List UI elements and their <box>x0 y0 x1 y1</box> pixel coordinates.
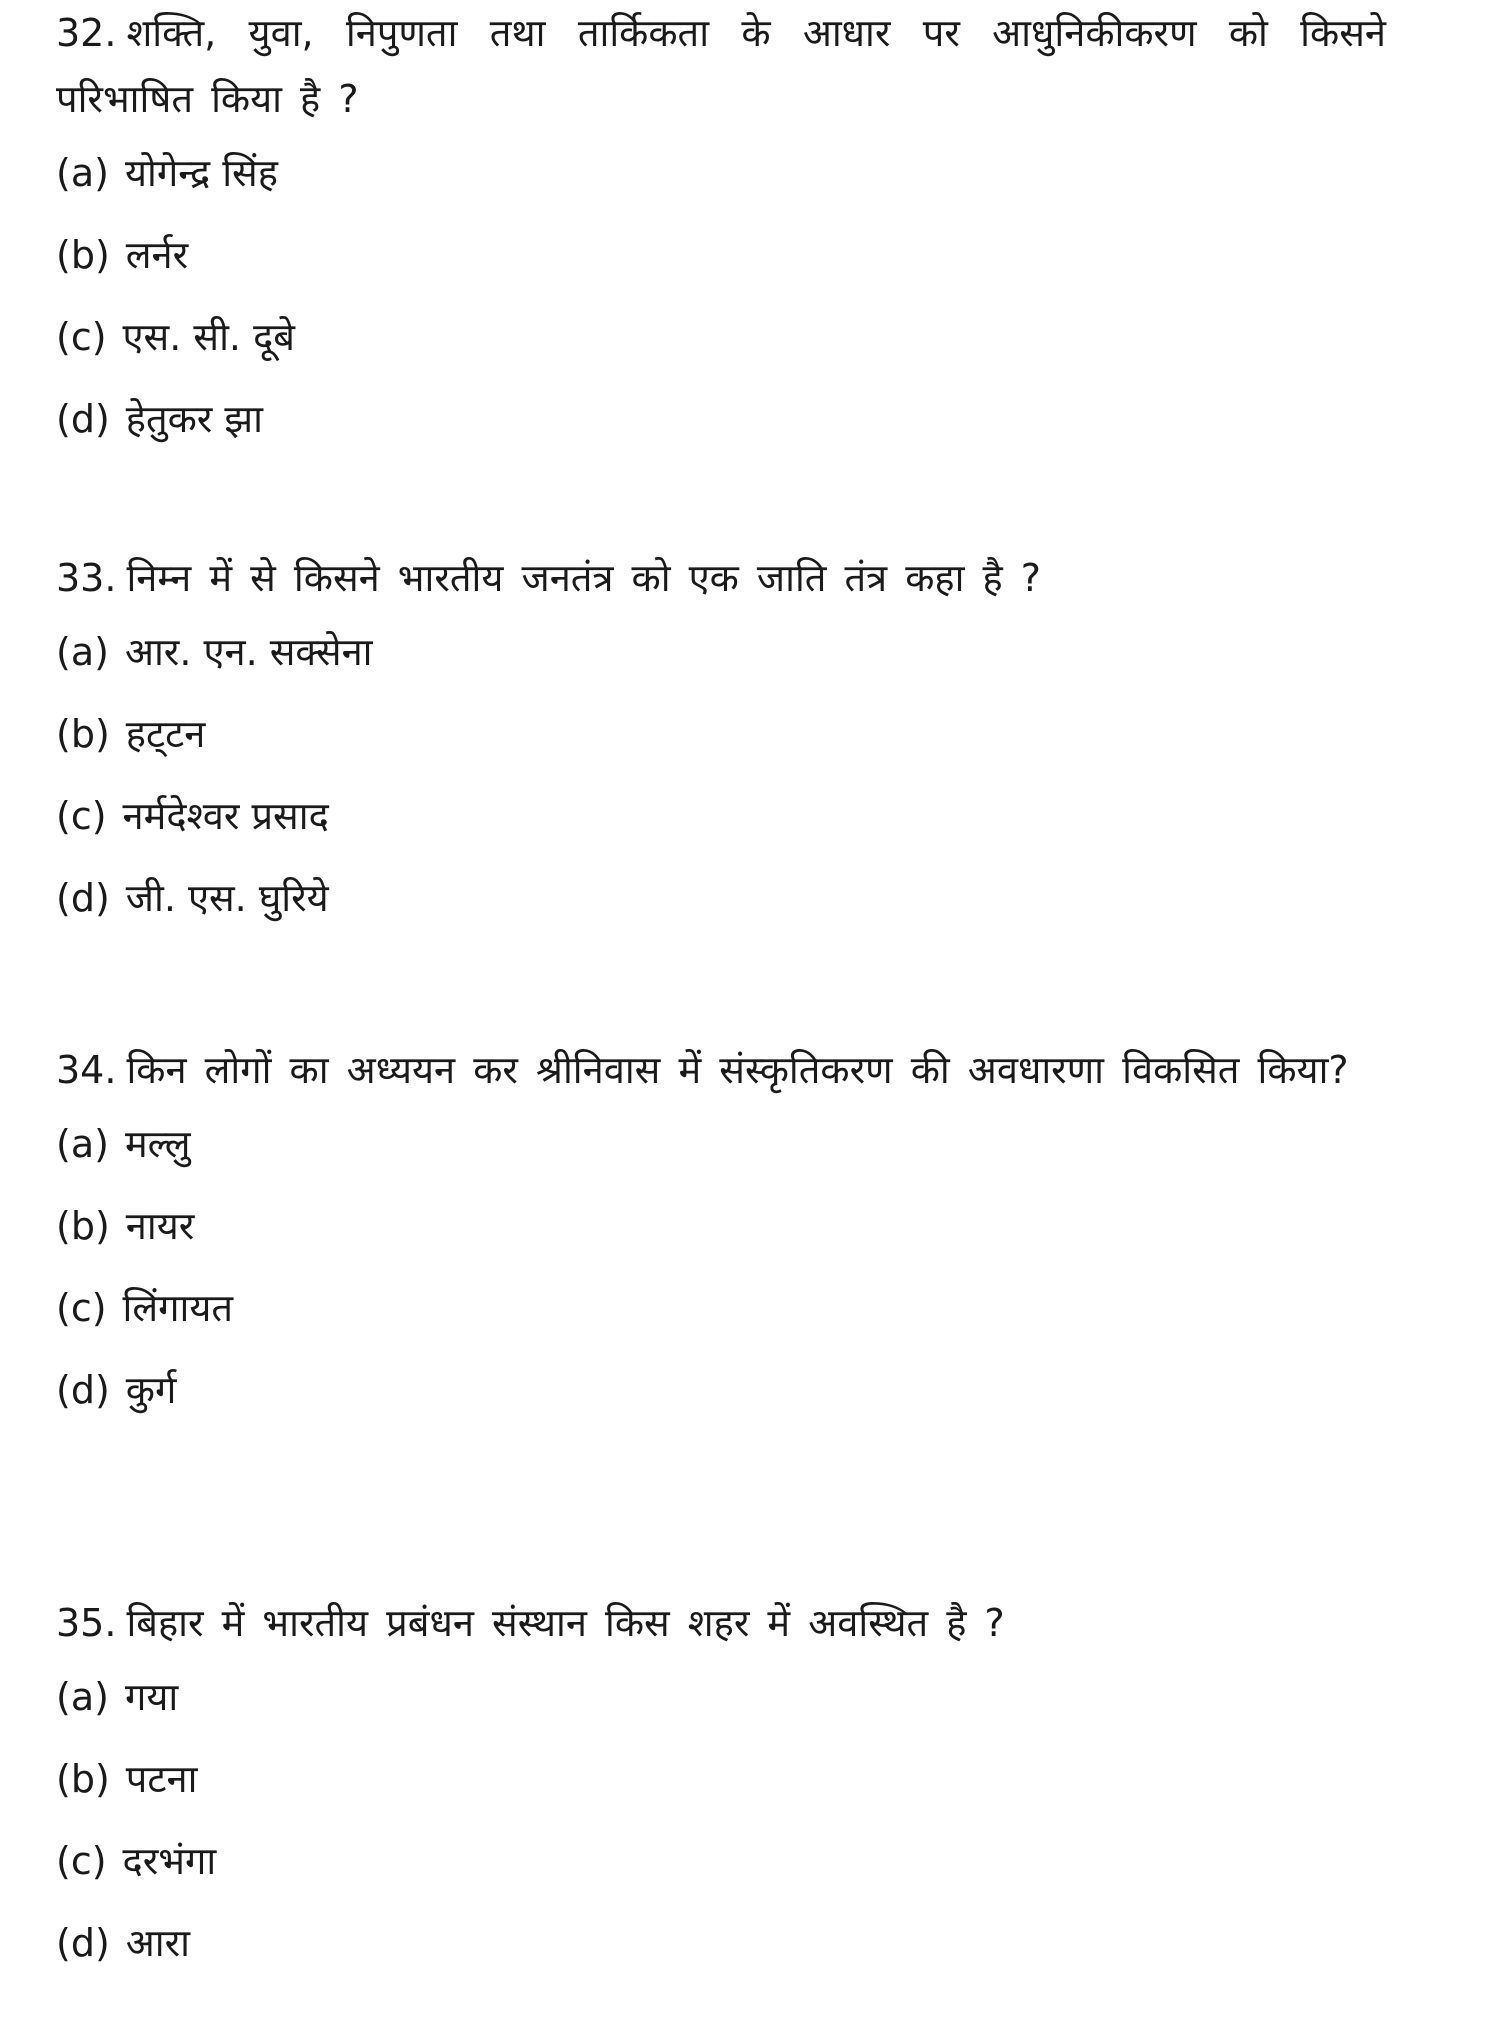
option-label: (a) <box>56 1675 109 1719</box>
option-label: (c) <box>56 1839 107 1883</box>
question-number: 32. <box>56 11 117 55</box>
question-number: 33. <box>56 556 117 600</box>
option-label: (b) <box>56 712 110 756</box>
option-text: आरा <box>125 1921 191 1965</box>
option-c[interactable] <box>56 791 1386 873</box>
option-text: पटना <box>125 1757 198 1801</box>
option-text: नायर <box>125 1204 195 1248</box>
option-label: (d) <box>56 1921 110 1965</box>
option-text: कुर्ग <box>125 1368 177 1412</box>
option-text: दरभंगा <box>122 1839 217 1883</box>
option-d[interactable] <box>56 873 1386 955</box>
option-label: (d) <box>56 876 110 920</box>
option-text: लर्नर <box>125 233 189 277</box>
option-label: (b) <box>56 233 110 277</box>
option-label: (c) <box>56 794 107 838</box>
question-35 <box>56 1590 1386 2000</box>
option-label: (b) <box>56 1757 110 1801</box>
option-b[interactable] <box>56 1754 1386 1836</box>
question-32 <box>56 0 1386 476</box>
option-c[interactable] <box>56 312 1386 394</box>
option-label: (a) <box>56 630 109 674</box>
question-stem <box>56 1590 1386 1656</box>
option-a[interactable] <box>56 627 1386 709</box>
option-label: (a) <box>56 1122 109 1166</box>
option-label: (c) <box>56 315 107 359</box>
question-34 <box>56 1037 1386 1447</box>
option-text: नर्मदेश्वर प्रसाद <box>122 794 329 838</box>
option-label: (d) <box>56 397 110 441</box>
option-text: हट्‌टन <box>125 712 206 756</box>
question-number: 34. <box>56 1048 117 1092</box>
question-stem <box>56 0 1386 132</box>
option-text: एस. सी. दूबे <box>122 315 295 359</box>
option-a[interactable] <box>56 148 1386 230</box>
question-33 <box>56 545 1386 955</box>
option-text: लिंगायत <box>122 1286 234 1330</box>
option-label: (c) <box>56 1286 107 1330</box>
question-text: शक्ति, युवा, निपुणता तथा तार्किकता के आधार पर आधुनिकीकरण को किसने परिभाषित किया है ? <box>56 11 1386 121</box>
option-d[interactable] <box>56 394 1386 476</box>
question-text: निम्न में से किसने भारतीय जनतंत्र को एक जाति तंत्र कहा है ? <box>126 556 1041 600</box>
option-c[interactable] <box>56 1283 1386 1365</box>
option-c[interactable] <box>56 1836 1386 1918</box>
option-text: गया <box>124 1675 179 1719</box>
option-d[interactable] <box>56 1365 1386 1447</box>
option-label: (d) <box>56 1368 110 1412</box>
question-text: बिहार में भारतीय प्रबंधन संस्थान किस शहर में अवस्थित है ? <box>126 1601 1005 1645</box>
option-text: आर. एन. सक्सेना <box>124 630 373 674</box>
option-d[interactable] <box>56 1918 1386 2000</box>
option-text: हेतुकर झा <box>125 397 263 441</box>
option-text: योगेन्द्र सिंह <box>124 151 278 195</box>
question-text: किन लोगों का अध्ययन कर श्रीनिवास में संस्कृतिकरण की अवधारणा विकसित किया? <box>126 1048 1349 1092</box>
question-stem <box>56 1037 1386 1103</box>
question-number: 35. <box>56 1601 117 1645</box>
option-text: जी. एस. घुरिये <box>125 876 329 920</box>
option-b[interactable] <box>56 230 1386 312</box>
option-b[interactable] <box>56 1201 1386 1283</box>
option-label: (b) <box>56 1204 110 1248</box>
option-a[interactable] <box>56 1672 1386 1754</box>
option-a[interactable] <box>56 1119 1386 1201</box>
question-stem <box>56 545 1386 611</box>
option-label: (a) <box>56 151 109 195</box>
option-text: मल्लु <box>124 1122 191 1166</box>
option-b[interactable] <box>56 709 1386 791</box>
